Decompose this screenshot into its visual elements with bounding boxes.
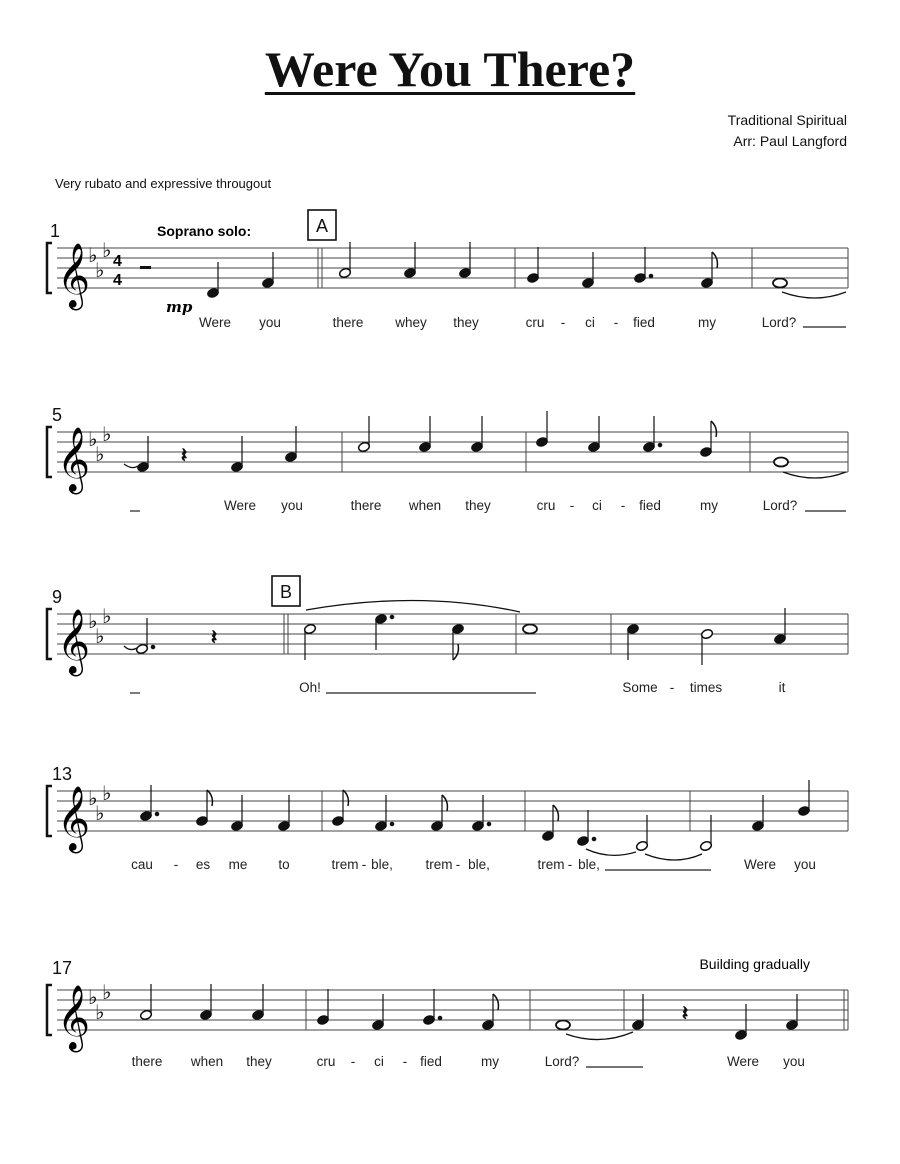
measure-number: 5	[52, 405, 63, 425]
svg-text:there: there	[350, 498, 382, 513]
svg-text:Lord?: Lord?	[762, 498, 798, 513]
system-9	[47, 576, 848, 695]
svg-text:♭: ♭	[88, 429, 98, 451]
measure-number: 17	[52, 958, 73, 978]
title-text: Were You There?	[264, 41, 636, 97]
measure-number: 1	[50, 221, 61, 241]
svg-text:me: me	[228, 857, 248, 872]
arranger: Arr: Paul Langford	[733, 133, 847, 149]
svg-text:Some: Some	[622, 680, 658, 695]
treble-clef: 𝄞	[57, 243, 91, 308]
svg-text:Were: Were	[223, 498, 257, 513]
svg-text:ble,: ble,	[578, 857, 600, 872]
svg-text:there: there	[332, 315, 364, 330]
svg-text:Lord?: Lord?	[544, 1054, 580, 1069]
svg-text:there: there	[131, 1054, 163, 1069]
svg-text:fied: fied	[639, 498, 661, 513]
system-bracket	[47, 985, 52, 1035]
svg-text:times: times	[689, 680, 723, 695]
rehearsal-mark: A	[315, 216, 329, 236]
lyrics	[130, 498, 846, 513]
svg-text:-: -	[560, 315, 566, 330]
svg-text:♭: ♭	[102, 982, 112, 1004]
system-13	[47, 764, 848, 872]
svg-text:fied: fied	[420, 1054, 442, 1069]
system-bracket	[47, 786, 52, 836]
svg-text:Lord?: Lord?	[761, 315, 797, 330]
svg-text:♭: ♭	[95, 1002, 105, 1024]
composer: Traditional Spiritual	[727, 112, 847, 128]
svg-text:♭: ♭	[95, 803, 105, 825]
system-1	[47, 210, 848, 330]
measure-number: 13	[52, 764, 73, 784]
svg-text:you: you	[259, 315, 281, 330]
svg-text:ble,: ble,	[468, 857, 490, 872]
svg-text:when: when	[408, 498, 442, 513]
svg-text:-: -	[567, 857, 573, 872]
svg-text:-: -	[361, 857, 367, 872]
svg-text:Were: Were	[743, 857, 777, 872]
svg-text:♭: ♭	[88, 987, 98, 1009]
svg-text:when: when	[190, 1054, 224, 1069]
svg-text:cru: cru	[525, 315, 545, 330]
svg-text:trem: trem	[425, 857, 453, 872]
svg-text:whey: whey	[395, 315, 427, 330]
key-signature	[88, 982, 111, 1024]
key-signature	[88, 783, 111, 825]
system-bracket	[47, 243, 52, 293]
svg-text:ble,: ble,	[371, 857, 393, 872]
staff-lines	[57, 791, 848, 831]
svg-text:♭: ♭	[95, 444, 105, 466]
treble-clef: 𝄞	[57, 609, 91, 674]
svg-text:you: you	[794, 857, 816, 872]
staff-lines	[57, 248, 848, 288]
time-signature	[113, 253, 122, 289]
notes	[206, 242, 846, 299]
svg-text:you: you	[783, 1054, 805, 1069]
svg-text:it: it	[778, 680, 786, 695]
svg-text:-: -	[402, 1054, 408, 1069]
system-5	[47, 405, 848, 513]
svg-text:♭: ♭	[88, 788, 98, 810]
svg-text:you: you	[281, 498, 303, 513]
notes	[139, 780, 810, 860]
svg-text:cru: cru	[316, 1054, 336, 1069]
svg-text:trem: trem	[331, 857, 359, 872]
system-bracket	[47, 427, 52, 477]
svg-text:es: es	[195, 857, 211, 872]
expression-text: Building gradually	[699, 956, 810, 972]
svg-text:cru: cru	[536, 498, 556, 513]
notes	[124, 411, 846, 478]
svg-text:my: my	[481, 1054, 499, 1069]
staff-lines	[57, 990, 848, 1030]
measure-number: 9	[52, 587, 63, 607]
system-17	[47, 956, 848, 1069]
notes	[139, 984, 798, 1041]
svg-text:-: -	[173, 857, 179, 872]
svg-text:-: -	[669, 680, 675, 695]
svg-text:trem: trem	[537, 857, 565, 872]
treble-clef: 𝄞	[57, 427, 91, 492]
svg-text:cau: cau	[131, 857, 153, 872]
notes	[124, 600, 787, 665]
key-signature	[88, 606, 111, 648]
svg-text:Oh!: Oh!	[299, 680, 321, 695]
svg-text:-: -	[350, 1054, 356, 1069]
soloist-label: Soprano solo:	[157, 223, 252, 239]
key-signature	[88, 240, 111, 282]
svg-text:♭: ♭	[95, 626, 105, 648]
lyrics	[131, 857, 816, 872]
svg-text:my: my	[700, 498, 718, 513]
svg-text:ci: ci	[592, 498, 602, 513]
svg-text:they: they	[453, 315, 479, 330]
svg-text:♭: ♭	[102, 606, 112, 628]
dynamic-mark: mp	[166, 298, 193, 316]
treble-clef: 𝄞	[57, 985, 91, 1050]
svg-text:ci: ci	[585, 315, 595, 330]
svg-text:4: 4	[113, 272, 122, 289]
svg-text:Were: Were	[726, 1054, 760, 1069]
svg-text:ci: ci	[374, 1054, 384, 1069]
lyrics	[199, 315, 846, 330]
lyrics	[132, 1054, 805, 1069]
svg-text:they: they	[465, 498, 491, 513]
rehearsal-mark: B	[279, 582, 293, 602]
key-signature	[88, 424, 111, 466]
svg-text:♭: ♭	[95, 260, 105, 282]
system-bracket	[47, 609, 52, 659]
svg-text:4: 4	[113, 253, 122, 270]
svg-text:♭: ♭	[88, 611, 98, 633]
svg-text:-: -	[569, 498, 575, 513]
staff-lines	[57, 432, 848, 472]
svg-text:𝄽: 𝄽	[181, 443, 188, 467]
svg-text:♭: ♭	[102, 424, 112, 446]
svg-text:-: -	[455, 857, 461, 872]
svg-text:-: -	[613, 315, 619, 330]
lyrics	[130, 680, 786, 695]
svg-text:-: -	[620, 498, 626, 513]
svg-text:my: my	[698, 315, 716, 330]
half-rest	[140, 266, 151, 269]
svg-text:fied: fied	[633, 315, 655, 330]
svg-text:Were: Were	[198, 315, 232, 330]
svg-text:𝄽: 𝄽	[682, 1001, 689, 1025]
svg-text:they: they	[246, 1054, 272, 1069]
svg-text:♭: ♭	[102, 783, 112, 805]
svg-text:♭: ♭	[88, 245, 98, 267]
svg-text:♭: ♭	[102, 240, 112, 262]
tempo-marking: Very rubato and expressive througout	[55, 176, 272, 191]
treble-clef: 𝄞	[57, 786, 91, 851]
svg-text:to: to	[278, 857, 290, 872]
svg-text:𝄽: 𝄽	[211, 625, 218, 649]
